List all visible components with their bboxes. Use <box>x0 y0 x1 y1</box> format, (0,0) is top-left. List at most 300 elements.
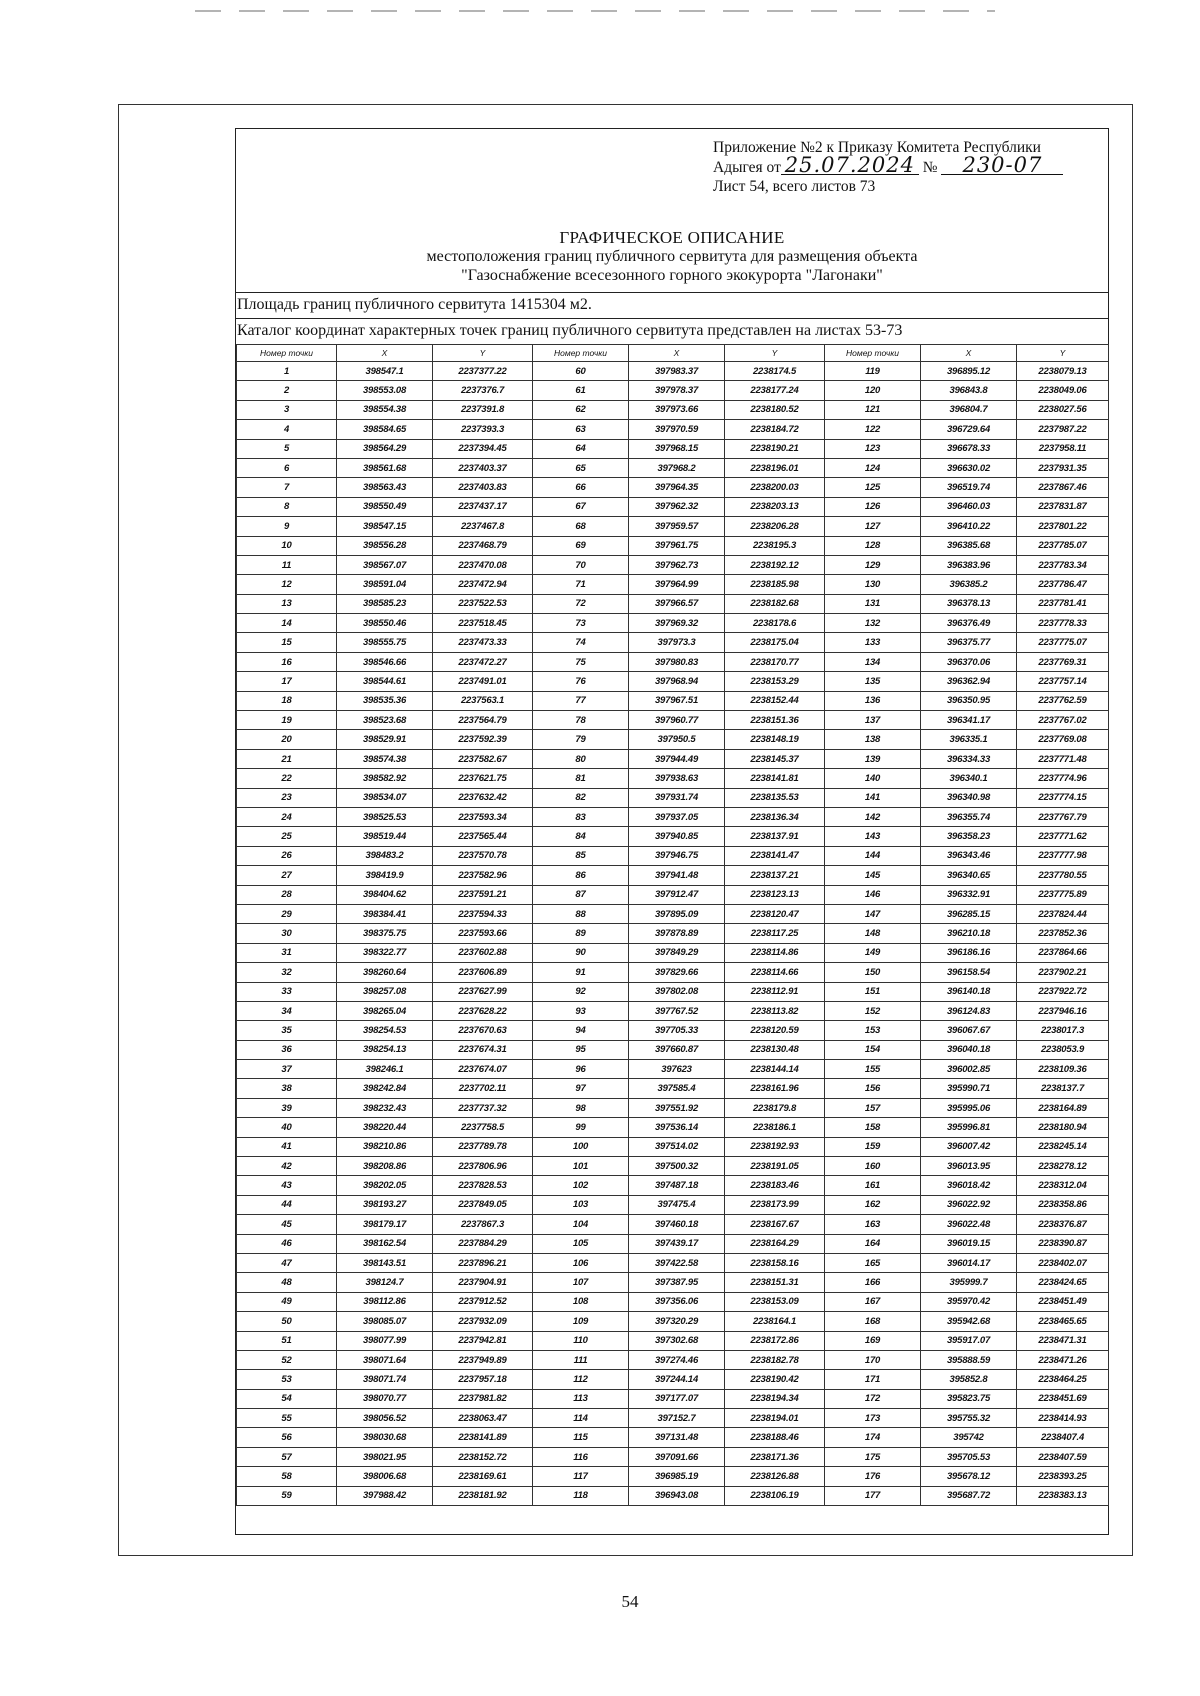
table-cell: 9 <box>237 517 337 536</box>
table-cell: 398585.23 <box>337 594 433 613</box>
table-cell: 93 <box>533 1001 629 1020</box>
table-cell: 2238153.29 <box>725 672 825 691</box>
table-cell: 162 <box>825 1195 921 1214</box>
table-cell: 155 <box>825 1060 921 1079</box>
table-cell: 2238137.7 <box>1017 1079 1109 1098</box>
table-cell: 2238200.03 <box>725 478 825 497</box>
table-cell: 398546.66 <box>337 652 433 671</box>
table-cell: 397705.33 <box>629 1021 725 1040</box>
table-cell: 2238053.9 <box>1017 1040 1109 1059</box>
table-row <box>237 555 1109 574</box>
table-cell: 398006.68 <box>337 1467 433 1486</box>
table-cell: 397970.59 <box>629 420 725 439</box>
table-cell: 2238152.44 <box>725 691 825 710</box>
table-cell: 2237777.98 <box>1017 846 1109 865</box>
table-cell: 398554.38 <box>337 400 433 419</box>
table-cell: 397422.58 <box>629 1253 725 1272</box>
table-cell: 396678.33 <box>921 439 1017 458</box>
table-cell: 398202.05 <box>337 1176 433 1195</box>
table-row <box>237 478 1109 497</box>
table-cell: 2237593.34 <box>433 807 533 826</box>
table-cell: 2238148.19 <box>725 730 825 749</box>
table-cell: 398257.08 <box>337 982 433 1001</box>
table-cell: 175 <box>825 1447 921 1466</box>
table-cell: 2237593.66 <box>433 924 533 943</box>
table-cell: 398056.52 <box>337 1409 433 1428</box>
table-cell: 396350.95 <box>921 691 1017 710</box>
table-row <box>237 1331 1109 1350</box>
table-cell: 397514.02 <box>629 1137 725 1156</box>
table-cell: 2237376.7 <box>433 381 533 400</box>
table-cell: 106 <box>533 1253 629 1272</box>
table-cell: 397487.18 <box>629 1176 725 1195</box>
table-cell: 134 <box>825 652 921 671</box>
table-cell: 73 <box>533 614 629 633</box>
table-cell: 34 <box>237 1001 337 1020</box>
table-cell: 148 <box>825 924 921 943</box>
sheet-info: Лист 54, всего листов 73 <box>713 178 876 195</box>
table-cell: 396340.1 <box>921 769 1017 788</box>
table-cell: 2237702.11 <box>433 1079 533 1098</box>
table-cell: 2237786.47 <box>1017 575 1109 594</box>
table-cell: 83 <box>533 807 629 826</box>
table-row <box>237 614 1109 633</box>
table-cell: 77 <box>533 691 629 710</box>
table-cell: 2237852.36 <box>1017 924 1109 943</box>
table-cell: 117 <box>533 1467 629 1486</box>
table-cell: 55 <box>237 1409 337 1428</box>
table-cell: 2238112.91 <box>725 982 825 1001</box>
table-cell: 397475.4 <box>629 1195 725 1214</box>
table-cell: 397941.48 <box>629 866 725 885</box>
table-cell: 82 <box>533 788 629 807</box>
table-row <box>237 846 1109 865</box>
table-cell: 19 <box>237 711 337 730</box>
table-cell: 2237775.07 <box>1017 633 1109 652</box>
table-cell: 2238451.49 <box>1017 1292 1109 1311</box>
table-cell: 91 <box>533 963 629 982</box>
table-cell: 397387.95 <box>629 1273 725 1292</box>
table-cell: 2237774.15 <box>1017 788 1109 807</box>
table-cell: 398556.28 <box>337 536 433 555</box>
table-cell: 2237774.96 <box>1017 769 1109 788</box>
table-cell: 84 <box>533 827 629 846</box>
table-row <box>237 420 1109 439</box>
table-row <box>237 672 1109 691</box>
table-cell: 2238153.09 <box>725 1292 825 1311</box>
table-cell: 23 <box>237 788 337 807</box>
table-cell: 2238109.36 <box>1017 1060 1109 1079</box>
table-cell: 396018.42 <box>921 1176 1017 1195</box>
table-cell: 2237789.78 <box>433 1137 533 1156</box>
table-cell: 2238173.99 <box>725 1195 825 1214</box>
table-cell: 397152.7 <box>629 1409 725 1428</box>
table-cell: 2237932.09 <box>433 1312 533 1331</box>
table-cell: 76 <box>533 672 629 691</box>
title-object-name: "Газоснабжение всесезонного горного экокурорта "Лагонаки" <box>461 267 883 284</box>
table-cell: 397767.52 <box>629 1001 725 1020</box>
table-row <box>237 362 1109 381</box>
table-cell: 121 <box>825 400 921 419</box>
table-cell: 17 <box>237 672 337 691</box>
table-cell: 104 <box>533 1215 629 1234</box>
table-cell: 396335.1 <box>921 730 1017 749</box>
table-cell: 395705.53 <box>921 1447 1017 1466</box>
table-cell: 2237565.44 <box>433 827 533 846</box>
table-cell: 2238194.01 <box>725 1409 825 1428</box>
table-cell: 398584.65 <box>337 420 433 439</box>
table-cell: 108 <box>533 1292 629 1311</box>
table-cell: 41 <box>237 1137 337 1156</box>
table-cell: 168 <box>825 1312 921 1331</box>
table-cell: 98 <box>533 1098 629 1117</box>
table-cell: 103 <box>533 1195 629 1214</box>
table-cell: 396022.92 <box>921 1195 1017 1214</box>
table-cell: 2237594.33 <box>433 904 533 923</box>
table-cell: 2238393.25 <box>1017 1467 1109 1486</box>
table-cell: 28 <box>237 885 337 904</box>
table-cell: 2237781.41 <box>1017 594 1109 613</box>
table-cell: 398265.04 <box>337 1001 433 1020</box>
table-row <box>237 730 1109 749</box>
table-cell: 396385.2 <box>921 575 1017 594</box>
table-row <box>237 904 1109 923</box>
appendix-header <box>713 138 1103 196</box>
table-cell: 397980.83 <box>629 652 725 671</box>
table-cell: 2237912.52 <box>433 1292 533 1311</box>
table-cell: 396124.83 <box>921 1001 1017 1020</box>
table-cell: 395888.59 <box>921 1350 1017 1369</box>
table-cell: 396158.54 <box>921 963 1017 982</box>
table-row <box>237 381 1109 400</box>
table-cell: 2237394.45 <box>433 439 533 458</box>
title-heading: ГРАФИЧЕСКОЕ ОПИСАНИЕ <box>559 228 785 247</box>
table-row <box>237 769 1109 788</box>
coordinates-table <box>236 344 1109 1506</box>
table-cell: 397802.08 <box>629 982 725 1001</box>
table-cell: 2238063.47 <box>433 1409 533 1428</box>
table-row <box>237 885 1109 904</box>
table-cell: 397244.14 <box>629 1370 725 1389</box>
table-row <box>237 1273 1109 1292</box>
table-cell: 157 <box>825 1098 921 1117</box>
table-cell: 2238190.42 <box>725 1370 825 1389</box>
table-row <box>237 1118 1109 1137</box>
table-cell: 3 <box>237 400 337 419</box>
table-cell: 4 <box>237 420 337 439</box>
table-row <box>237 1447 1109 1466</box>
table-cell: 128 <box>825 536 921 555</box>
table-cell: 2238137.21 <box>725 866 825 885</box>
table-cell: 2238170.77 <box>725 652 825 671</box>
table-cell: 12 <box>237 575 337 594</box>
title-subheading: местоположения границ публичного сервитута для размещения объекта <box>426 248 918 265</box>
table-cell: 149 <box>825 943 921 962</box>
table-cell: 2238192.12 <box>725 555 825 574</box>
table-cell: 395990.71 <box>921 1079 1017 1098</box>
table-row <box>237 963 1109 982</box>
table-cell: 395852.8 <box>921 1370 1017 1389</box>
table-cell: 397964.35 <box>629 478 725 497</box>
table-cell: 2238206.28 <box>725 517 825 536</box>
table-cell: 2238151.31 <box>725 1273 825 1292</box>
table-cell: 2238141.47 <box>725 846 825 865</box>
table-cell: 112 <box>533 1370 629 1389</box>
table-cell: 396630.02 <box>921 458 1017 477</box>
table-cell: 2238158.16 <box>725 1253 825 1272</box>
header-prefix: Адыгея от <box>713 159 781 176</box>
table-cell: 2238376.87 <box>1017 1215 1109 1234</box>
table-cell: 397983.37 <box>629 362 725 381</box>
table-cell: 2237987.22 <box>1017 420 1109 439</box>
table-row <box>237 1060 1109 1079</box>
table-cell: 397944.49 <box>629 749 725 768</box>
table-cell: 397946.75 <box>629 846 725 865</box>
table-cell: 397091.66 <box>629 1447 725 1466</box>
table-cell: 397937.05 <box>629 807 725 826</box>
table-cell: 2237778.33 <box>1017 614 1109 633</box>
table-cell: 33 <box>237 982 337 1001</box>
table-cell: 35 <box>237 1021 337 1040</box>
table-row <box>237 1040 1109 1059</box>
table-cell: 398591.04 <box>337 575 433 594</box>
table-cell: 398246.1 <box>337 1060 433 1079</box>
table-cell: 2238137.91 <box>725 827 825 846</box>
table-cell: 123 <box>825 439 921 458</box>
table-cell: 397623 <box>629 1060 725 1079</box>
table-cell: 397988.42 <box>337 1486 433 1505</box>
table-cell: 398260.64 <box>337 963 433 982</box>
table-cell: 2238196.01 <box>725 458 825 477</box>
table-cell: 2237670.63 <box>433 1021 533 1040</box>
table-cell: 2237403.83 <box>433 478 533 497</box>
table-cell: 397439.17 <box>629 1234 725 1253</box>
table-cell: 395823.75 <box>921 1389 1017 1408</box>
table-cell: 27 <box>237 866 337 885</box>
table-row <box>237 691 1109 710</box>
table-cell: 62 <box>533 400 629 419</box>
table-cell: 44 <box>237 1195 337 1214</box>
table-cell: 57 <box>237 1447 337 1466</box>
table-cell: 2238175.04 <box>725 633 825 652</box>
table-cell: 397829.66 <box>629 963 725 982</box>
table-cell: 2238135.53 <box>725 788 825 807</box>
table-cell: 396067.67 <box>921 1021 1017 1040</box>
table-cell: 398384.41 <box>337 904 433 923</box>
table-cell: 154 <box>825 1040 921 1059</box>
table-row <box>237 1389 1109 1408</box>
table-row <box>237 1409 1109 1428</box>
table-cell: 107 <box>533 1273 629 1292</box>
table-cell: 2237737.32 <box>433 1098 533 1117</box>
table-cell: 397968.15 <box>629 439 725 458</box>
table-cell: 150 <box>825 963 921 982</box>
table-cell: 2237801.22 <box>1017 517 1109 536</box>
table-row <box>237 711 1109 730</box>
table-cell: 396285.15 <box>921 904 1017 923</box>
table-cell: 396014.17 <box>921 1253 1017 1272</box>
table-cell: 86 <box>533 866 629 885</box>
table-cell: 2238114.66 <box>725 963 825 982</box>
table-cell: 396332.91 <box>921 885 1017 904</box>
table-row <box>237 1215 1109 1234</box>
table-cell: 163 <box>825 1215 921 1234</box>
table-cell: 398254.13 <box>337 1040 433 1059</box>
table-cell: 2237771.62 <box>1017 827 1109 846</box>
table-cell: 397131.48 <box>629 1428 725 1447</box>
table-cell: 160 <box>825 1157 921 1176</box>
table-cell: 2238152.72 <box>433 1447 533 1466</box>
table-cell: 71 <box>533 575 629 594</box>
table-cell: 2238114.86 <box>725 943 825 962</box>
table-cell: 114 <box>533 1409 629 1428</box>
table-cell: 5 <box>237 439 337 458</box>
table-cell: 70 <box>533 555 629 574</box>
table-cell: 397962.32 <box>629 497 725 516</box>
table-cell: 67 <box>533 497 629 516</box>
table-cell: 2238358.86 <box>1017 1195 1109 1214</box>
table-cell: 115 <box>533 1428 629 1447</box>
table-row <box>237 1234 1109 1253</box>
table-cell: 101 <box>533 1157 629 1176</box>
table-cell: 170 <box>825 1350 921 1369</box>
table-cell: 398567.07 <box>337 555 433 574</box>
table-cell: 2238194.34 <box>725 1389 825 1408</box>
table-cell: 397500.32 <box>629 1157 725 1176</box>
table-cell: 2237849.05 <box>433 1195 533 1214</box>
table-cell: 14 <box>237 614 337 633</box>
table-row <box>237 633 1109 652</box>
table-row <box>237 1486 1109 1505</box>
table-cell: 2238471.31 <box>1017 1331 1109 1350</box>
table-cell: 113 <box>533 1389 629 1408</box>
table-cell: 2237491.01 <box>433 672 533 691</box>
table-cell: 398523.68 <box>337 711 433 730</box>
table-cell: 396358.23 <box>921 827 1017 846</box>
table-cell: 396362.94 <box>921 672 1017 691</box>
table-cell: 2238184.72 <box>725 420 825 439</box>
table-cell: 2237942.81 <box>433 1331 533 1350</box>
table-cell: 68 <box>533 517 629 536</box>
table-cell: 396383.96 <box>921 555 1017 574</box>
table-cell: 2238130.48 <box>725 1040 825 1059</box>
col-header: Номер точки <box>825 345 921 362</box>
table-cell: 52 <box>237 1350 337 1369</box>
table-cell: 2238079.13 <box>1017 362 1109 381</box>
table-cell: 2237981.82 <box>433 1389 533 1408</box>
table-cell: 2238180.94 <box>1017 1118 1109 1137</box>
table-cell: 156 <box>825 1079 921 1098</box>
table-cell: 2238145.37 <box>725 749 825 768</box>
table-cell: 397320.29 <box>629 1312 725 1331</box>
table-cell: 2238169.61 <box>433 1467 533 1486</box>
table-row <box>237 943 1109 962</box>
table-row <box>237 827 1109 846</box>
table-cell: 398208.86 <box>337 1157 433 1176</box>
table-cell: 397973.3 <box>629 633 725 652</box>
table-cell: 396013.95 <box>921 1157 1017 1176</box>
table-cell: 2238191.05 <box>725 1157 825 1176</box>
table-cell: 2238049.06 <box>1017 381 1109 400</box>
table-cell: 2238167.67 <box>725 1215 825 1234</box>
table-cell: 18 <box>237 691 337 710</box>
table-cell: 395995.06 <box>921 1098 1017 1117</box>
table-cell: 120 <box>825 381 921 400</box>
table-cell: 111 <box>533 1350 629 1369</box>
table-cell: 58 <box>237 1467 337 1486</box>
table-cell: 133 <box>825 633 921 652</box>
table-cell: 2237403.37 <box>433 458 533 477</box>
table-cell: 167 <box>825 1292 921 1311</box>
table-row <box>237 1312 1109 1331</box>
table-cell: 398071.74 <box>337 1370 433 1389</box>
table-cell: 398071.64 <box>337 1350 433 1369</box>
table-cell: 81 <box>533 769 629 788</box>
table-cell: 2237632.42 <box>433 788 533 807</box>
handwritten-number: 230-07 <box>941 157 1063 175</box>
table-cell: 398550.46 <box>337 614 433 633</box>
table-cell: 2238180.52 <box>725 400 825 419</box>
table-cell: 2237628.22 <box>433 1001 533 1020</box>
table-cell: 61 <box>533 381 629 400</box>
table-cell: 2238120.47 <box>725 904 825 923</box>
table-cell: 2238183.46 <box>725 1176 825 1195</box>
table-cell: 398525.53 <box>337 807 433 826</box>
table-cell: 397940.85 <box>629 827 725 846</box>
table-cell: 2237867.46 <box>1017 478 1109 497</box>
table-cell: 158 <box>825 1118 921 1137</box>
table-cell: 396376.49 <box>921 614 1017 633</box>
table-row <box>237 575 1109 594</box>
table-cell: 2238164.1 <box>725 1312 825 1331</box>
table-cell: 398193.27 <box>337 1195 433 1214</box>
table-cell: 159 <box>825 1137 921 1156</box>
table-cell: 2237674.07 <box>433 1060 533 1079</box>
table-cell: 395755.32 <box>921 1409 1017 1428</box>
table-cell: 138 <box>825 730 921 749</box>
table-cell: 2237958.11 <box>1017 439 1109 458</box>
table-cell: 2237437.17 <box>433 497 533 516</box>
table-header-row <box>237 345 1109 362</box>
table-cell: 164 <box>825 1234 921 1253</box>
table-cell: 2238164.89 <box>1017 1098 1109 1117</box>
table-cell: 2237780.55 <box>1017 866 1109 885</box>
table-cell: 2237467.8 <box>433 517 533 536</box>
table-cell: 2238144.14 <box>725 1060 825 1079</box>
table-cell: 2238177.24 <box>725 381 825 400</box>
table-cell: 56 <box>237 1428 337 1447</box>
table-cell: 2238178.6 <box>725 614 825 633</box>
table-cell: 398483.2 <box>337 846 433 865</box>
table-cell: 397960.77 <box>629 711 725 730</box>
table-cell: 177 <box>825 1486 921 1505</box>
table-cell: 396895.12 <box>921 362 1017 381</box>
table-cell: 396186.16 <box>921 943 1017 962</box>
table-cell: 2237785.07 <box>1017 536 1109 555</box>
table-cell: 45 <box>237 1215 337 1234</box>
table-cell: 2237391.8 <box>433 400 533 419</box>
table-cell: 398070.77 <box>337 1389 433 1408</box>
table-cell: 397460.18 <box>629 1215 725 1234</box>
table-cell: 396343.46 <box>921 846 1017 865</box>
table-cell: 72 <box>533 594 629 613</box>
table-cell: 397849.29 <box>629 943 725 962</box>
table-cell: 130 <box>825 575 921 594</box>
table-cell: 396002.85 <box>921 1060 1017 1079</box>
table-cell: 2237949.89 <box>433 1350 533 1369</box>
table-cell: 396804.7 <box>921 400 1017 419</box>
table-cell: 2238278.12 <box>1017 1157 1109 1176</box>
